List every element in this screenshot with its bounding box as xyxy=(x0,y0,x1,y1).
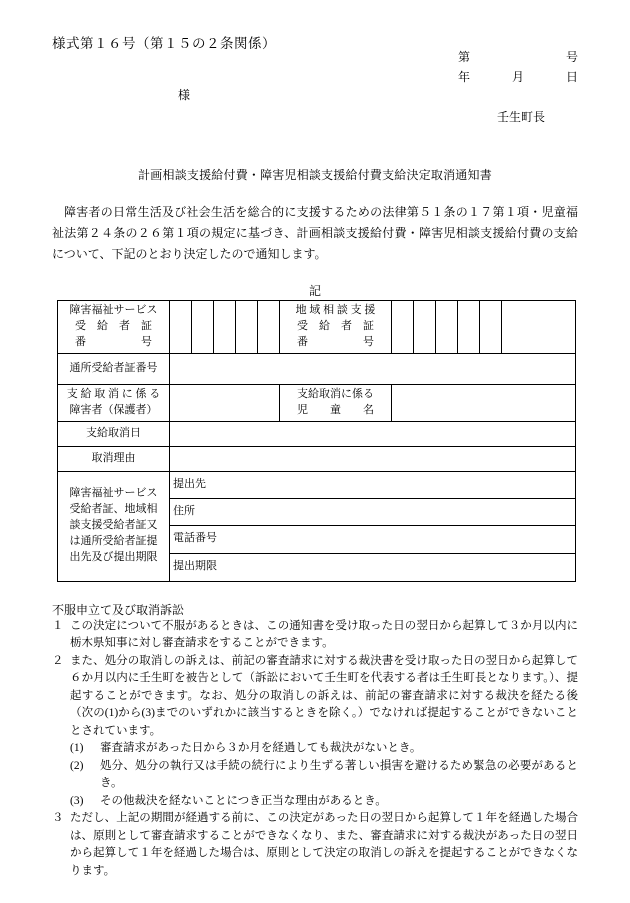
ki-mark: 記 xyxy=(308,284,321,298)
daycare-cert-number-label: 通所受給者証番号 xyxy=(58,353,170,384)
table-row xyxy=(58,353,576,384)
daycare-cert-number-value[interactable] xyxy=(170,353,576,384)
welfare-cert-digit[interactable] xyxy=(236,301,258,354)
welfare-cert-digit[interactable] xyxy=(258,301,280,354)
sub-note-number: (3) xyxy=(70,794,84,807)
form-number: 様式第１６号（第１５の２条関係） xyxy=(52,36,276,51)
submission-destination-label: 提出先 xyxy=(170,472,575,499)
list-item xyxy=(52,653,578,810)
regional-cert-digit[interactable] xyxy=(392,301,414,354)
regional-support-cert-label: 地 域 相 談 支 援 受 給 者 証 番 号 xyxy=(280,301,392,354)
document-number-line xyxy=(458,48,578,65)
issuer-name: 壬生町長 xyxy=(496,110,545,124)
regional-cert-digit[interactable] xyxy=(480,301,502,354)
list-item xyxy=(70,740,578,757)
welfare-cert-digit[interactable] xyxy=(214,301,236,354)
revocation-date-value[interactable] xyxy=(170,421,576,446)
list-item xyxy=(52,618,578,653)
note-number: １ xyxy=(52,620,64,632)
welfare-cert-digit[interactable] xyxy=(192,301,214,354)
document-title: 計画相談支援給付費・障害児相談支援給付費支給決定取消通知書 xyxy=(138,168,492,182)
body-paragraph: 障害者の日常生活及び社会生活を総合的に支援するための法律第５１条の１７第１項・児童福祉法第２４条の２６第１項の規定に基づき、計画相談支援給付費・障害児相談支援給付費の支給について、下記のとおり決定したので通知します。 xyxy=(52,205,578,261)
submission-row xyxy=(170,472,575,499)
regional-cert-digit[interactable] xyxy=(458,301,480,354)
submission-row xyxy=(170,498,575,525)
table-row xyxy=(58,384,576,421)
note-number: ３ xyxy=(52,812,64,825)
sub-note-text: その他裁決を経ないことにつき正当な理由があるとき。 xyxy=(100,794,387,807)
welfare-cert-digit[interactable] xyxy=(170,301,192,354)
revocation-target-child-value[interactable] xyxy=(392,384,576,421)
revocation-target-person-label: 支 給 取 消 に 係 る 障害者（保護者） xyxy=(58,384,170,421)
table-row xyxy=(58,446,576,471)
appeal-heading: 不服申立て及び取消訴訟 xyxy=(52,603,185,617)
submission-address-label: 住所 xyxy=(170,498,575,525)
table-row xyxy=(58,471,576,581)
note-number: ２ xyxy=(52,654,64,667)
sub-note-text: 審査請求があった日から３か月を経過しても裁決がないとき。 xyxy=(100,742,422,755)
note-text: ただし、上記の期間が経過する前に、この決定があった日の翌日から起算して１年を経過した場合は、原則として審査請求することができなくなり、また、審査請求に対する裁決があった日の翌日から起算して１年を経過した場合は、原則として決定の取消しの訴えを提起することができなくなります。 xyxy=(70,812,578,877)
revocation-target-child-label: 支給取消に係る 児 童 名 xyxy=(280,384,392,421)
revocation-target-person-value[interactable] xyxy=(170,384,280,421)
table-row xyxy=(58,301,576,354)
list-item xyxy=(70,758,578,793)
revocation-reason-label: 取消理由 xyxy=(58,446,170,471)
submission-phone-label: 電話番号 xyxy=(170,525,575,553)
date-month-label: 月 xyxy=(511,70,524,84)
sub-note-number: (1) xyxy=(70,742,84,755)
submission-deadline-label: 提出期限 xyxy=(173,560,217,573)
note-text: この決定について不服があるときは、この通知書を受け取った日の翌日から起算して３か月以内に栃木県知事に対し審査請求をすることができます。 xyxy=(70,620,578,650)
sub-note-text: 処分、処分の執行又は手続の続行により生ずる著しい損害を避けるため緊急の必要があるとき。 xyxy=(100,759,578,790)
list-item xyxy=(70,793,578,810)
table-row xyxy=(58,421,576,446)
date-year-label: 年 xyxy=(458,70,471,84)
list-item xyxy=(52,810,578,880)
document-number-suffix: 号 xyxy=(565,50,578,64)
appeal-notes-list xyxy=(52,618,578,880)
document-number-label: 第 xyxy=(458,50,471,64)
addressee-honorific: 様 xyxy=(178,88,191,102)
regional-cert-digit[interactable] xyxy=(414,301,436,354)
date-day-label: 日 xyxy=(565,70,578,84)
sub-note-number: (2) xyxy=(70,759,84,772)
submission-info-label: 障害福祉サービス 受給者証、地域相 談支援受給者証又 は通所受給者証提 出先及び提出期限 xyxy=(58,471,170,581)
submission-subtable xyxy=(170,472,575,581)
decision-table xyxy=(57,300,576,582)
note-text: また、処分の取消しの訴えは、前記の審査請求に対する裁決書を受け取った日の翌日から起算して６か月以内に壬生町を被告として（訴訟において壬生町を代表する者は壬生町長となります。）、提起することができます。なお、処分の取消しの訴えは、前記の審査請求に対する裁決を経たる後（次の(1)から(3)までのいずれかに該当するときを除く。）でなければ提起することができないこととされています。 xyxy=(70,654,578,737)
revocation-reason-value[interactable] xyxy=(170,446,576,471)
welfare-service-cert-label: 障害福祉サービス 受 給 者 証 番 号 xyxy=(58,301,170,354)
document-date-line xyxy=(458,68,578,85)
submission-row xyxy=(170,553,575,581)
submission-row xyxy=(170,525,575,553)
submission-info-cell xyxy=(170,471,576,581)
revocation-date-label: 支給取消日 xyxy=(58,421,170,446)
regional-cert-digit-last[interactable] xyxy=(502,301,576,354)
regional-cert-digit[interactable] xyxy=(436,301,458,354)
appeal-sub-list xyxy=(70,740,578,810)
